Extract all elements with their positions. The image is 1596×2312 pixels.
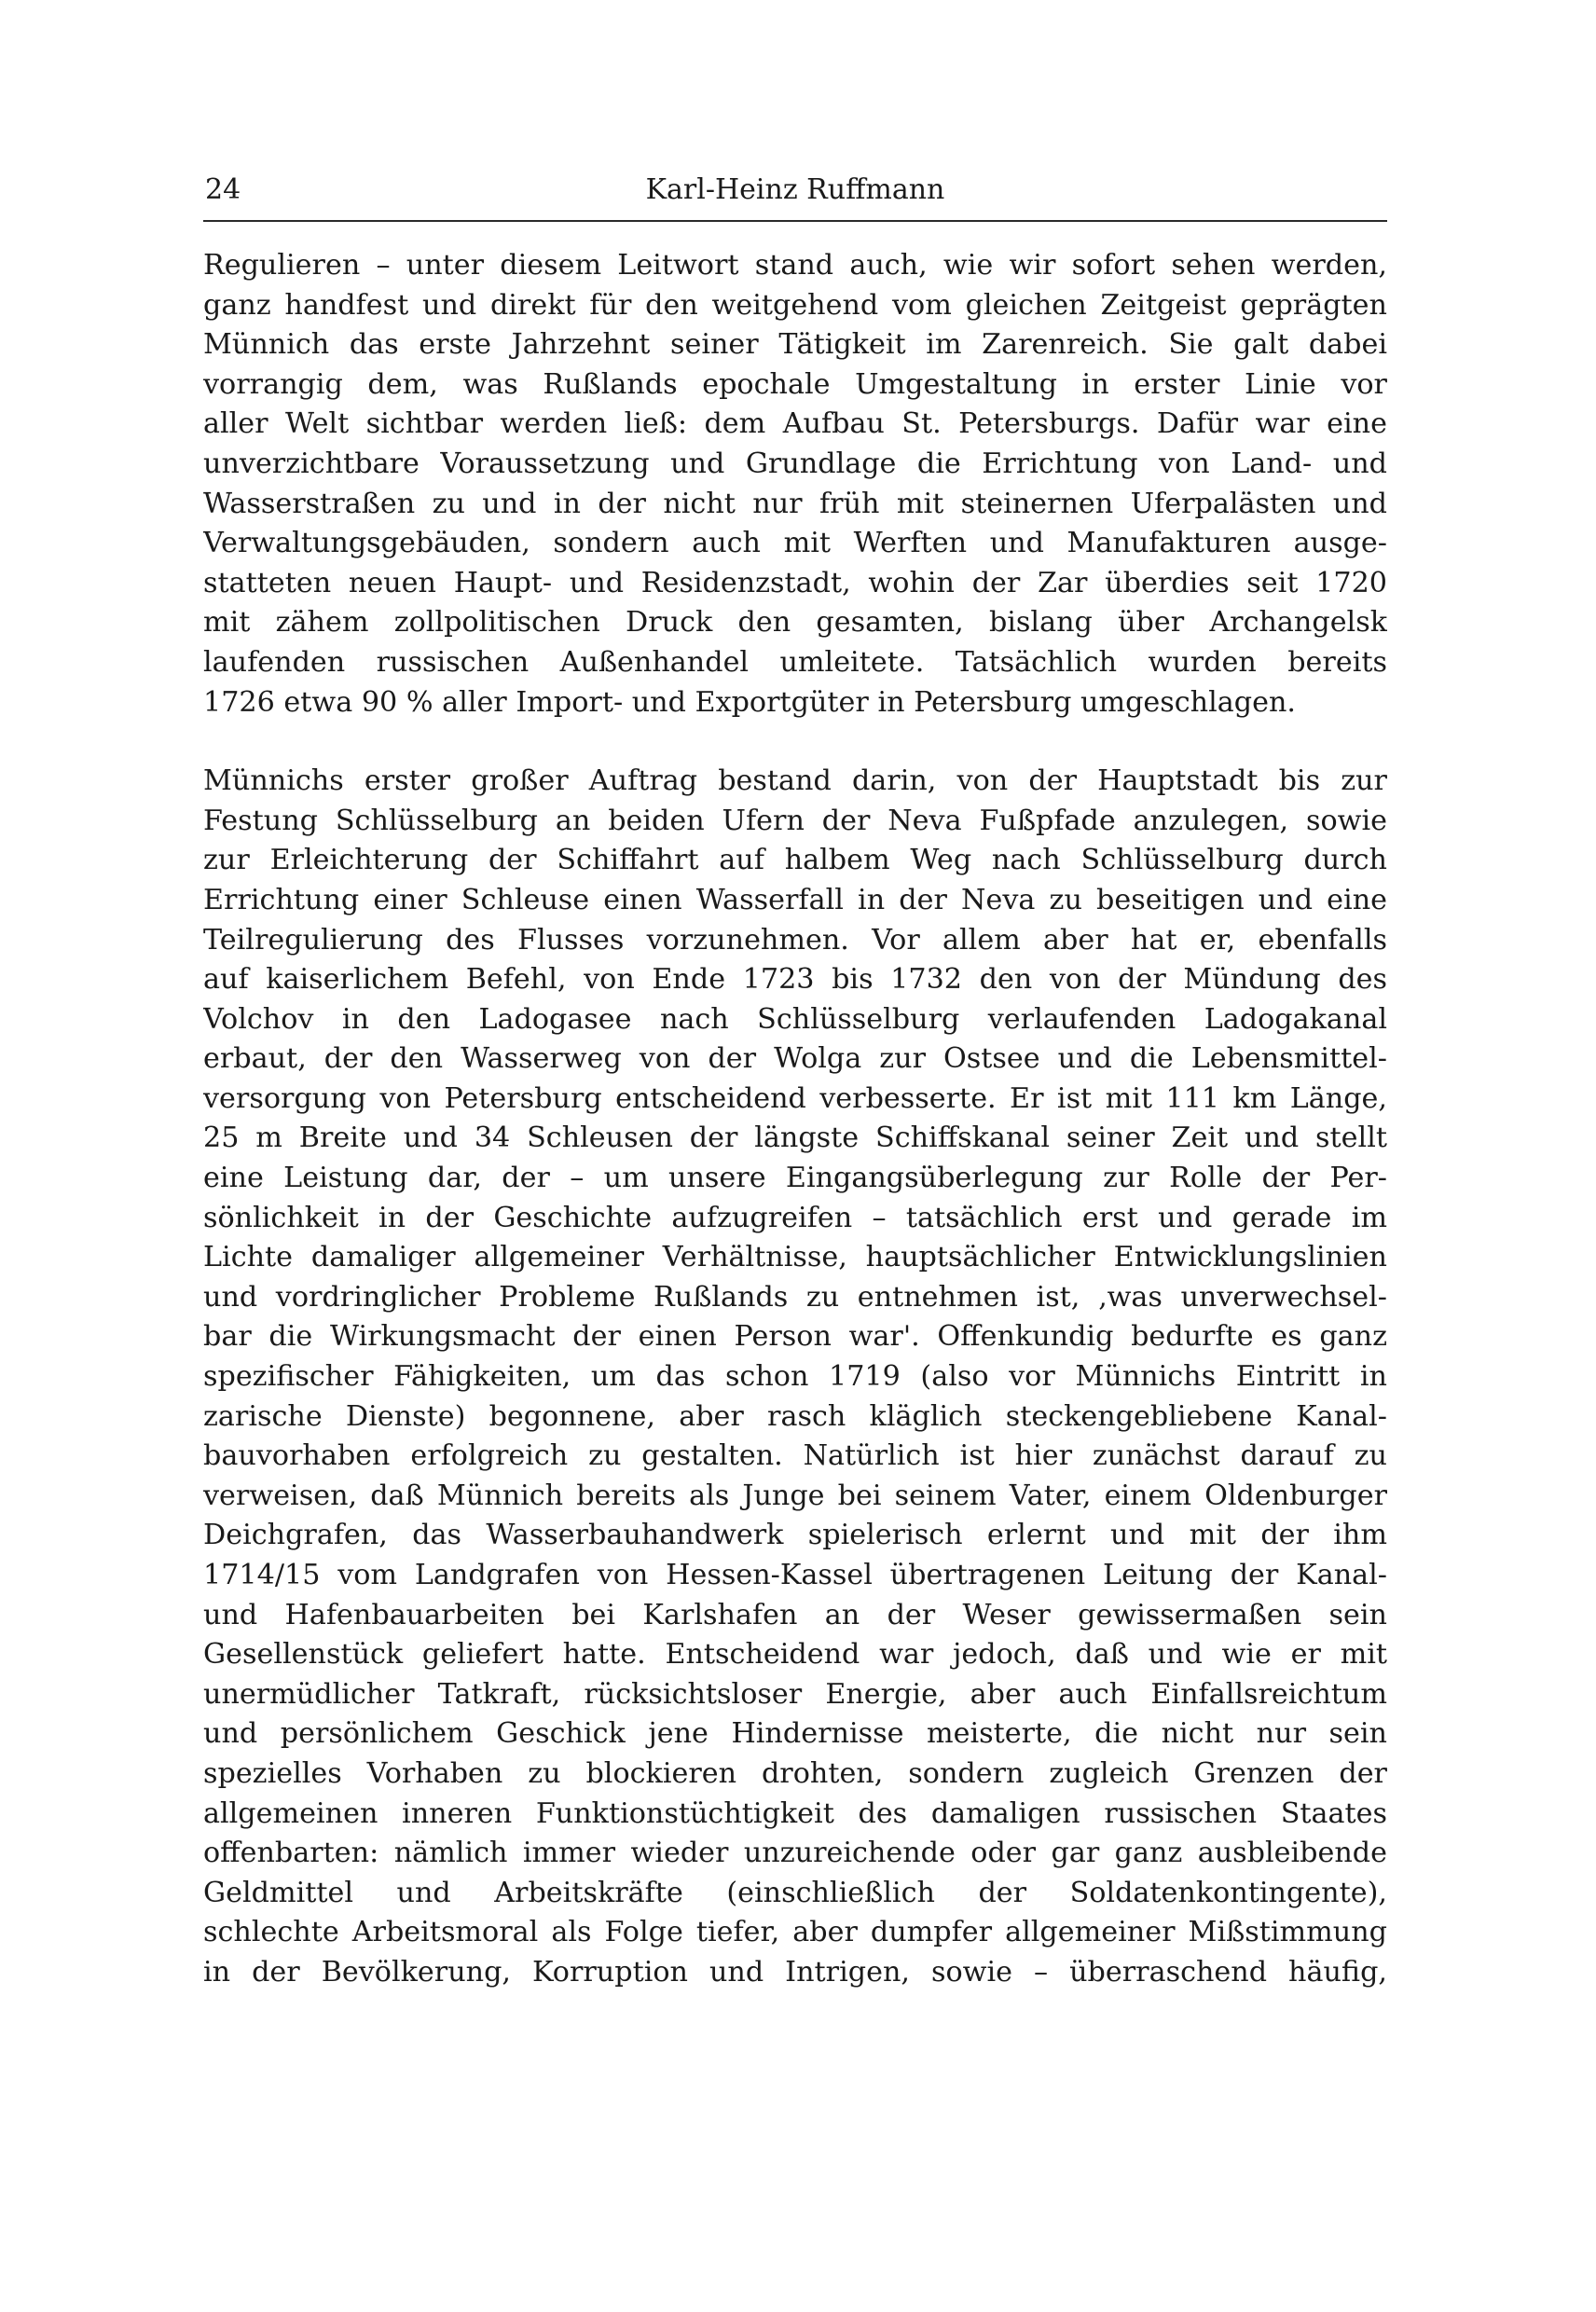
book-page xyxy=(203,168,1387,1993)
text-line: bauvorhaben erfolgreich zu gestalten. Natürlich ist hier zunächst darauf zu xyxy=(203,1439,1387,1473)
text-line: Münnich das erste Jahrzehnt seiner Tätigkeit im Zarenreich. Sie galt dabei xyxy=(203,328,1387,362)
text-line: sönlichkeit in der Geschichte aufzugreifen – tatsächlich erst und gerade im xyxy=(203,1201,1387,1234)
text-line: allgemeinen inneren Funktionstüchtigkeit des damaligen russischen Staates xyxy=(203,1796,1387,1830)
text-line: bar die Wirkungsmacht der einen Person war'. Offenkundig bedurfte es ganz xyxy=(203,1320,1387,1354)
paragraph-gap xyxy=(203,722,1387,762)
running-head xyxy=(203,168,1387,213)
text-line: 25 m Breite und 34 Schleusen der längste Schiffskanal seiner Zeit und stellt xyxy=(203,1122,1387,1155)
page-number: 24 xyxy=(205,173,241,206)
text-line: versorgung von Petersburg entscheidend verbesserte. Er ist mit 111 km Länge, xyxy=(203,1081,1387,1115)
text-line: Festung Schlüsselburg an beiden Ufern der Neva Fußpfade anzulegen, sowie xyxy=(203,804,1387,837)
text-line: unermüdlicher Tatkraft, rücksichtsloser Energie, aber auch Einfallsreichtum xyxy=(203,1677,1387,1711)
body-text xyxy=(203,246,1387,1993)
text-line: unverzichtbare Voraussetzung und Grundlage die Errichtung von Land- und xyxy=(203,447,1387,480)
text-line: Lichte damaliger allgemeiner Verhältnisse, hauptsächlicher Entwicklungslinien xyxy=(203,1241,1387,1274)
text-line: Geldmittel und Arbeitskräfte (einschließlich der Soldatenkontingente), xyxy=(203,1876,1387,1909)
text-line: Regulieren – unter diesem Leitwort stand auch, wie wir sofort sehen werden, xyxy=(203,249,1387,282)
text-line: eine Leistung dar, der – um unsere Eingangsüberlegung zur Rolle der Per- xyxy=(203,1162,1387,1195)
running-head-author: Karl-Heinz Ruffmann xyxy=(645,173,945,206)
text-line: ganz handfest und direkt für den weitgehend vom gleichen Zeitgeist geprägten xyxy=(203,288,1387,322)
text-line: verweisen, daß Münnich bereits als Junge bei seinem Vater, einem Oldenburger xyxy=(203,1479,1387,1512)
text-line: erbaut, der den Wasserweg von der Wolga zur Ostsee und die Lebensmittel- xyxy=(203,1042,1387,1076)
text-line: mit zähem zollpolitischen Druck den gesamten, bislang über Archangelsk xyxy=(203,606,1387,640)
text-line: 1726 etwa 90 % aller Import- und Exportgüter in Petersburg umgeschlagen. xyxy=(203,685,1296,719)
text-line: Deichgrafen, das Wasserbauhandwerk spielerisch erlernt und mit der ihm xyxy=(203,1519,1387,1552)
text-line: Verwaltungsgebäuden, sondern auch mit Werften und Manufakturen ausge- xyxy=(203,527,1387,560)
text-line: statteten neuen Haupt- und Residenzstadt, wohin der Zar überdies seit 1720 xyxy=(203,566,1387,599)
text-line: Gesellenstück geliefert hatte. Entscheidend war jedoch, daß und wie er mit xyxy=(203,1638,1387,1672)
text-line: schlechte Arbeitsmoral als Folge tiefer, aber dumpfer allgemeiner Mißstimmung xyxy=(203,1916,1387,1949)
text-line: Errichtung einer Schleuse einen Wasserfall in der Neva zu beseitigen und eine xyxy=(203,883,1387,916)
text-line: aller Welt sichtbar werden ließ: dem Aufbau St. Petersburgs. Dafür war eine xyxy=(203,407,1387,441)
text-line: zarische Dienste) begonnene, aber rasch kläglich steckengebliebene Kanal- xyxy=(203,1399,1387,1433)
header-rule xyxy=(203,220,1387,222)
paragraph-1 xyxy=(203,246,1387,722)
text-line: Volchov in den Ladogasee nach Schlüsselburg verlaufenden Ladogakanal xyxy=(203,1002,1387,1036)
text-line: in der Bevölkerung, Korruption und Intrigen, sowie – überraschend häufig, xyxy=(203,1955,1387,1989)
text-line: und vordringlicher Probleme Rußlands zu entnehmen ist, ‚was unverwechsel- xyxy=(203,1280,1387,1314)
text-line: auf kaiserlichem Befehl, von Ende 1723 bis 1732 den von der Mündung des xyxy=(203,963,1387,997)
text-line: laufenden russischen Außenhandel umleitete. Tatsächlich wurden bereits xyxy=(203,645,1387,679)
text-line: zur Erleichterung der Schiffahrt auf halbem Weg nach Schlüsselburg durch xyxy=(203,844,1387,877)
text-line: Teilregulierung des Flusses vorzunehmen. Vor allem aber hat er, ebenfalls xyxy=(203,923,1387,956)
text-line: spezifischer Fähigkeiten, um das schon 1719 (also vor Münnichs Eintritt in xyxy=(203,1360,1387,1394)
text-line: spezielles Vorhaben zu blockieren drohten, sondern zugleich Grenzen der xyxy=(203,1756,1387,1790)
text-line: offenbarten: nämlich immer wieder unzureichende oder gar ganz ausbleibende xyxy=(203,1837,1387,1870)
text-line: 1714/15 vom Landgrafen von Hessen-Kassel übertragenen Leitung der Kanal- xyxy=(203,1559,1387,1591)
paragraph-2 xyxy=(203,762,1387,1992)
text-line: und Hafenbauarbeiten bei Karlshafen an der Weser gewissermaßen sein xyxy=(203,1598,1387,1631)
text-line: vorrangig dem, was Rußlands epochale Umgestaltung in erster Linie vor xyxy=(203,367,1387,401)
text-line: und persönlichem Geschick jene Hindernisse meisterte, die nicht nur sein xyxy=(203,1717,1387,1751)
text-line: Münnichs erster großer Auftrag bestand darin, von der Hauptstadt bis zur xyxy=(203,764,1387,798)
text-line: Wasserstraßen zu und in der nicht nur früh mit steinernen Uferpalästen und xyxy=(203,487,1387,520)
